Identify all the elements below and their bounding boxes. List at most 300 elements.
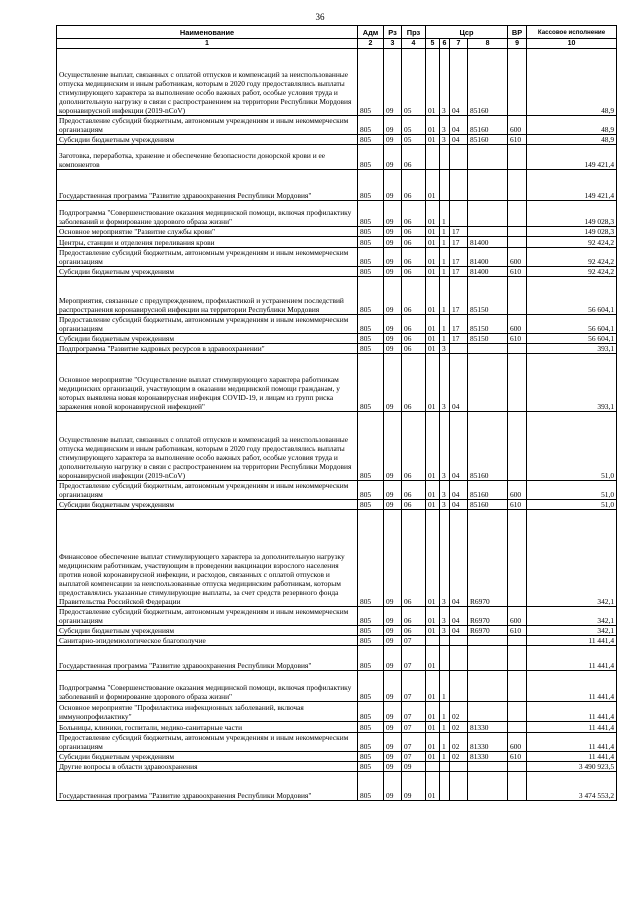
row-rz: 09 (384, 636, 402, 646)
row-csr-program: 01 (426, 481, 440, 500)
row-csr-activity: 04 (450, 626, 468, 636)
row-csr-program: 01 (426, 237, 440, 248)
row-name: Основное мероприятие "Осуществление выплат стимулирующего характера работникам медицинских организаций, участвующим в оказании медицинской помощи гражданам, у которых выявлена новая коронавирусная инфекция COVID-19, и лицам из групп риска заражения новой коронавирусной инфекцией" (57, 354, 358, 412)
header-rz: Рз (384, 26, 402, 39)
row-csr-activity: 17 (450, 237, 468, 248)
row-prz: 05 (402, 135, 426, 145)
row-amount: 48,9 (527, 135, 617, 145)
row-amount: 51,0 (527, 412, 617, 481)
row-vr (508, 772, 527, 801)
row-csr-program: 01 (426, 248, 440, 267)
row-csr-activity (450, 671, 468, 702)
header-vr: ВР (508, 26, 527, 39)
row-rz: 09 (384, 170, 402, 201)
row-prz: 07 (402, 752, 426, 762)
row-csr-program (426, 762, 440, 772)
row-csr-subprogram: 3 (440, 626, 450, 636)
row-csr-program: 01 (426, 344, 440, 354)
row-csr-program: 01 (426, 733, 440, 752)
row-csr-direction (468, 227, 508, 237)
row-prz: 06 (402, 481, 426, 500)
row-adm: 805 (358, 237, 384, 248)
column-number: 3 (384, 39, 402, 49)
row-csr-direction (468, 762, 508, 772)
table-row (57, 354, 617, 412)
row-vr (508, 636, 527, 646)
row-csr-direction: 85160 (468, 412, 508, 481)
row-amount: 51,0 (527, 500, 617, 510)
row-name: Государственная программа "Развитие здравоохранения Республики Мордовия" (57, 170, 358, 201)
row-csr-program: 01 (426, 722, 440, 733)
row-vr (508, 762, 527, 772)
row-rz: 09 (384, 510, 402, 607)
row-csr-subprogram: 3 (440, 49, 450, 116)
row-vr (508, 671, 527, 702)
row-amount: 149 028,3 (527, 201, 617, 227)
row-csr-activity: 17 (450, 315, 468, 334)
table-row (57, 671, 617, 702)
row-prz: 06 (402, 344, 426, 354)
row-csr-direction: 85150 (468, 334, 508, 344)
row-rz: 09 (384, 334, 402, 344)
row-rz: 09 (384, 49, 402, 116)
row-csr-program: 01 (426, 671, 440, 702)
row-csr-activity (450, 646, 468, 671)
row-adm: 805 (358, 344, 384, 354)
row-rz: 09 (384, 772, 402, 801)
row-csr-subprogram: 1 (440, 201, 450, 227)
row-adm: 805 (358, 733, 384, 752)
row-csr-activity: 04 (450, 607, 468, 626)
row-name: Мероприятия, связанные с предупреждением, профилактикой и устранением последствий распространения коронавирусной инфекции на территории Республики Мордовия (57, 277, 358, 315)
column-number: 6 (440, 39, 450, 49)
row-csr-program: 01 (426, 607, 440, 626)
row-csr-subprogram (440, 646, 450, 671)
row-csr-activity: 02 (450, 722, 468, 733)
row-prz: 06 (402, 412, 426, 481)
row-csr-direction: 81400 (468, 248, 508, 267)
table-row (57, 722, 617, 733)
row-csr-subprogram (440, 772, 450, 801)
row-rz: 09 (384, 201, 402, 227)
row-vr: 600 (508, 733, 527, 752)
row-name: Осуществление выплат, связанных с оплатой отпусков и компенсаций за неиспользованные отпуска медицинским и иным работникам, которым в 2020 году предоставлялись выплаты стимулирующего характера за выполнение особо важных работ, особые условия труда и дополнительную нагрузку в связи с распространением на территории Республики Мордовия коронавирусной инфекции (2019-nCoV) (57, 49, 358, 116)
column-number-row (57, 39, 617, 49)
row-adm: 805 (358, 772, 384, 801)
row-amount: 51,0 (527, 481, 617, 500)
row-csr-activity: 17 (450, 334, 468, 344)
row-csr-subprogram: 1 (440, 237, 450, 248)
table-row (57, 646, 617, 671)
row-csr-direction: 85160 (468, 500, 508, 510)
row-rz: 09 (384, 481, 402, 500)
row-rz: 09 (384, 607, 402, 626)
table-row (57, 481, 617, 500)
table-row (57, 752, 617, 762)
row-csr-direction: 81330 (468, 722, 508, 733)
row-csr-activity: 04 (450, 500, 468, 510)
row-vr (508, 145, 527, 170)
row-csr-subprogram: 3 (440, 500, 450, 510)
row-rz: 09 (384, 145, 402, 170)
row-csr-direction: 81400 (468, 267, 508, 277)
table-row (57, 116, 617, 135)
row-csr-activity: 17 (450, 267, 468, 277)
row-prz: 06 (402, 607, 426, 626)
row-csr-subprogram: 1 (440, 733, 450, 752)
row-amount: 48,9 (527, 116, 617, 135)
row-csr-subprogram: 3 (440, 481, 450, 500)
table-row (57, 733, 617, 752)
row-csr-subprogram: 3 (440, 116, 450, 135)
table-row (57, 277, 617, 315)
row-name: Другие вопросы в области здравоохранения (57, 762, 358, 772)
row-csr-direction (468, 170, 508, 201)
row-prz: 06 (402, 267, 426, 277)
row-csr-program: 01 (426, 354, 440, 412)
row-prz: 09 (402, 772, 426, 801)
row-vr (508, 702, 527, 722)
row-vr: 610 (508, 500, 527, 510)
row-name: Санитарно-эпидемиологическое благополучие (57, 636, 358, 646)
row-adm: 805 (358, 170, 384, 201)
table-row (57, 500, 617, 510)
row-vr (508, 237, 527, 248)
row-rz: 09 (384, 671, 402, 702)
row-vr: 610 (508, 752, 527, 762)
row-amount: 92 424,2 (527, 248, 617, 267)
row-csr-activity (450, 170, 468, 201)
row-rz: 09 (384, 733, 402, 752)
row-amount: 342,1 (527, 607, 617, 626)
row-rz: 09 (384, 267, 402, 277)
row-prz: 06 (402, 248, 426, 267)
table-row (57, 267, 617, 277)
row-prz: 06 (402, 500, 426, 510)
row-prz: 06 (402, 145, 426, 170)
row-adm: 805 (358, 626, 384, 636)
row-csr-direction (468, 201, 508, 227)
column-number: 5 (426, 39, 440, 49)
row-csr-direction: R6970 (468, 510, 508, 607)
row-vr (508, 344, 527, 354)
row-name: Заготовка, переработка, хранение и обеспечение безопасности донорской крови и ее компонентов (57, 145, 358, 170)
row-csr-subprogram: 1 (440, 267, 450, 277)
row-csr-program: 01 (426, 752, 440, 762)
row-csr-direction: R6970 (468, 607, 508, 626)
row-adm: 805 (358, 201, 384, 227)
table-row (57, 412, 617, 481)
row-name: Основное мероприятие "Развитие службы крови" (57, 227, 358, 237)
row-name: Подпрограмма "Совершенствование оказания медицинской помощи, включая профилактику заболеваний и формирование здорового образа жизни" (57, 671, 358, 702)
row-csr-direction (468, 772, 508, 801)
row-csr-direction (468, 636, 508, 646)
row-prz: 07 (402, 636, 426, 646)
row-csr-direction: 85150 (468, 277, 508, 315)
row-prz: 06 (402, 201, 426, 227)
row-vr (508, 722, 527, 733)
row-prz: 06 (402, 315, 426, 334)
row-amount: 393,1 (527, 354, 617, 412)
row-prz: 06 (402, 354, 426, 412)
row-amount: 3 490 923,5 (527, 762, 617, 772)
row-amount: 393,1 (527, 344, 617, 354)
row-adm: 805 (358, 762, 384, 772)
row-prz: 06 (402, 237, 426, 248)
row-csr-subprogram: 3 (440, 344, 450, 354)
table-row (57, 334, 617, 344)
table-row (57, 248, 617, 267)
row-adm: 805 (358, 116, 384, 135)
row-adm: 805 (358, 607, 384, 626)
row-vr: 610 (508, 135, 527, 145)
row-rz: 09 (384, 315, 402, 334)
row-adm: 805 (358, 702, 384, 722)
row-amount: 11 441,4 (527, 646, 617, 671)
row-csr-subprogram: 3 (440, 412, 450, 481)
row-amount: 92 424,2 (527, 237, 617, 248)
table-row (57, 626, 617, 636)
row-vr (508, 170, 527, 201)
row-amount: 3 474 553,2 (527, 772, 617, 801)
budget-execution-table (56, 25, 617, 801)
column-number: 8 (468, 39, 508, 49)
row-csr-direction: 85160 (468, 135, 508, 145)
row-csr-program: 01 (426, 267, 440, 277)
row-rz: 09 (384, 227, 402, 237)
row-adm: 805 (358, 722, 384, 733)
row-csr-subprogram (440, 762, 450, 772)
table-row (57, 702, 617, 722)
row-csr-subprogram (440, 636, 450, 646)
row-name: Субсидии бюджетным учреждениям (57, 135, 358, 145)
row-csr-program: 01 (426, 646, 440, 671)
row-csr-program: 01 (426, 702, 440, 722)
row-adm: 805 (358, 510, 384, 607)
row-csr-subprogram: 3 (440, 510, 450, 607)
row-csr-subprogram: 1 (440, 277, 450, 315)
row-csr-program: 01 (426, 49, 440, 116)
row-rz: 09 (384, 702, 402, 722)
row-csr-program: 01 (426, 626, 440, 636)
row-prz: 07 (402, 722, 426, 733)
row-amount: 149 421,4 (527, 145, 617, 170)
row-vr (508, 201, 527, 227)
row-rz: 09 (384, 762, 402, 772)
row-adm: 805 (358, 277, 384, 315)
table-row (57, 772, 617, 801)
row-adm: 805 (358, 135, 384, 145)
row-vr: 600 (508, 607, 527, 626)
row-csr-direction (468, 702, 508, 722)
header-csr: Цср (426, 26, 508, 39)
row-rz: 09 (384, 500, 402, 510)
row-csr-subprogram: 1 (440, 334, 450, 344)
row-csr-subprogram: 3 (440, 354, 450, 412)
row-csr-activity: 17 (450, 277, 468, 315)
row-name: Предоставление субсидий бюджетным, автономным учреждениям и иным некоммерческим организациям (57, 248, 358, 267)
row-csr-program: 01 (426, 116, 440, 135)
row-csr-direction: 81400 (468, 237, 508, 248)
row-csr-subprogram: 1 (440, 752, 450, 762)
row-csr-activity: 04 (450, 116, 468, 135)
row-vr: 600 (508, 116, 527, 135)
row-csr-program: 01 (426, 510, 440, 607)
row-vr (508, 646, 527, 671)
row-csr-program: 01 (426, 500, 440, 510)
row-csr-program (426, 636, 440, 646)
row-vr: 600 (508, 248, 527, 267)
row-csr-direction: 85150 (468, 315, 508, 334)
column-number: 4 (402, 39, 426, 49)
row-csr-direction (468, 145, 508, 170)
row-name: Субсидии бюджетным учреждениям (57, 626, 358, 636)
row-name: Подпрограмма "Совершенствование оказания медицинской помощи, включая профилактику заболеваний и формирование здорового образа жизни" (57, 201, 358, 227)
row-vr: 610 (508, 626, 527, 636)
row-amount: 56 604,1 (527, 277, 617, 315)
row-csr-program: 01 (426, 334, 440, 344)
row-csr-subprogram: 1 (440, 315, 450, 334)
row-amount: 149 421,4 (527, 170, 617, 201)
row-name: Осуществление выплат, связанных с оплатой отпусков и компенсаций за неиспользованные отпуска медицинским и иным работникам, которым в 2020 году предоставлялись выплаты стимулирующего характера за выполнение особо важных работ, особые условия труда и дополнительную нагрузку в связи с распространением на территории Республики Мордовия коронавирусной инфекции (2019-nCoV) (57, 412, 358, 481)
column-number: 2 (358, 39, 384, 49)
table-row (57, 135, 617, 145)
row-csr-direction: R6970 (468, 626, 508, 636)
row-csr-direction: 81330 (468, 733, 508, 752)
row-prz: 07 (402, 646, 426, 671)
row-vr: 610 (508, 267, 527, 277)
row-csr-program: 01 (426, 201, 440, 227)
row-csr-activity: 17 (450, 248, 468, 267)
row-rz: 09 (384, 135, 402, 145)
row-prz: 07 (402, 702, 426, 722)
row-name: Финансовое обеспечение выплат стимулирующего характера за дополнительную нагрузку медицинским работникам, участвующим в проведении вакцинации взрослого населения против новой коронавирусной инфекции, и расходов, связанных с оплатой отпусков и выплатой компенсации за неиспользованные отпуска медицинским работникам, которым предоставлялись указанные стимулирующие выплаты, за счет средств резервного фонда Правительства Российской Федерации (57, 510, 358, 607)
row-name: Субсидии бюджетным учреждениям (57, 500, 358, 510)
row-prz: 07 (402, 733, 426, 752)
row-csr-activity: 02 (450, 733, 468, 752)
page-number: 36 (315, 12, 325, 22)
row-csr-program: 01 (426, 227, 440, 237)
row-amount: 11 441,4 (527, 671, 617, 702)
row-csr-program (426, 145, 440, 170)
row-csr-activity (450, 344, 468, 354)
header-cash-execution: Кассовое исполнение (527, 26, 617, 39)
row-csr-direction: 85160 (468, 49, 508, 116)
row-vr (508, 510, 527, 607)
row-csr-direction: 85160 (468, 116, 508, 135)
row-name: Предоставление субсидий бюджетным, автономным учреждениям и иным некоммерческим организациям (57, 315, 358, 334)
row-prz: 06 (402, 334, 426, 344)
row-vr: 600 (508, 481, 527, 500)
row-amount: 92 424,2 (527, 267, 617, 277)
row-name: Больницы, клиники, госпитали, медико-санитарные части (57, 722, 358, 733)
row-adm: 805 (358, 334, 384, 344)
row-csr-activity: 02 (450, 702, 468, 722)
row-name: Государственная программа "Развитие здравоохранения Республики Мордовия" (57, 772, 358, 801)
row-csr-direction (468, 646, 508, 671)
row-csr-direction (468, 344, 508, 354)
row-rz: 09 (384, 626, 402, 636)
row-prz: 06 (402, 277, 426, 315)
table-row (57, 344, 617, 354)
row-rz: 09 (384, 237, 402, 248)
row-name: Государственная программа "Развитие здравоохранения Республики Мордовия" (57, 646, 358, 671)
column-number: 1 (57, 39, 358, 49)
row-amount: 342,1 (527, 510, 617, 607)
table-header-row (57, 26, 617, 39)
row-csr-activity (450, 201, 468, 227)
row-amount: 149 028,3 (527, 227, 617, 237)
row-csr-program: 01 (426, 170, 440, 201)
header-prz: Прз (402, 26, 426, 39)
row-adm: 805 (358, 267, 384, 277)
row-csr-direction: 85160 (468, 481, 508, 500)
row-csr-subprogram: 3 (440, 607, 450, 626)
row-amount: 342,1 (527, 626, 617, 636)
row-prz: 06 (402, 170, 426, 201)
row-csr-activity: 04 (450, 354, 468, 412)
row-amount: 48,9 (527, 49, 617, 116)
row-prz: 06 (402, 510, 426, 607)
row-amount: 56 604,1 (527, 334, 617, 344)
row-name: Предоставление субсидий бюджетным, автономным учреждениям и иным некоммерческим организациям (57, 116, 358, 135)
row-vr (508, 49, 527, 116)
row-prz: 09 (402, 762, 426, 772)
row-name: Субсидии бюджетным учреждениям (57, 267, 358, 277)
row-prz: 07 (402, 671, 426, 702)
row-prz: 05 (402, 49, 426, 116)
row-name: Предоставление субсидий бюджетным, автономным учреждениям и иным некоммерческим организациям (57, 607, 358, 626)
row-rz: 09 (384, 344, 402, 354)
table-row (57, 145, 617, 170)
row-amount: 11 441,4 (527, 752, 617, 762)
row-csr-subprogram: 1 (440, 722, 450, 733)
row-csr-activity (450, 772, 468, 801)
row-adm: 805 (358, 752, 384, 762)
row-amount: 11 441,4 (527, 733, 617, 752)
row-csr-activity: 04 (450, 49, 468, 116)
table-row (57, 237, 617, 248)
column-number: 9 (508, 39, 527, 49)
row-adm: 805 (358, 354, 384, 412)
row-csr-subprogram (440, 170, 450, 201)
row-prz: 06 (402, 227, 426, 237)
table-row (57, 636, 617, 646)
row-adm: 805 (358, 636, 384, 646)
row-vr: 610 (508, 334, 527, 344)
row-prz: 05 (402, 116, 426, 135)
table-row (57, 227, 617, 237)
table-row (57, 49, 617, 116)
row-adm: 805 (358, 412, 384, 481)
row-rz: 09 (384, 646, 402, 671)
row-csr-program: 01 (426, 135, 440, 145)
row-rz: 09 (384, 752, 402, 762)
row-name: Предоставление субсидий бюджетным, автономным учреждениям и иным некоммерческим организациям (57, 733, 358, 752)
row-csr-program: 01 (426, 772, 440, 801)
row-adm: 805 (358, 481, 384, 500)
row-csr-activity: 04 (450, 412, 468, 481)
row-csr-activity: 04 (450, 510, 468, 607)
row-csr-direction (468, 671, 508, 702)
row-name: Центры, станции и отделения переливания крови (57, 237, 358, 248)
row-csr-activity (450, 636, 468, 646)
row-csr-program: 01 (426, 315, 440, 334)
row-csr-activity (450, 762, 468, 772)
row-csr-activity: 17 (450, 227, 468, 237)
row-vr: 600 (508, 315, 527, 334)
row-csr-activity: 02 (450, 752, 468, 762)
